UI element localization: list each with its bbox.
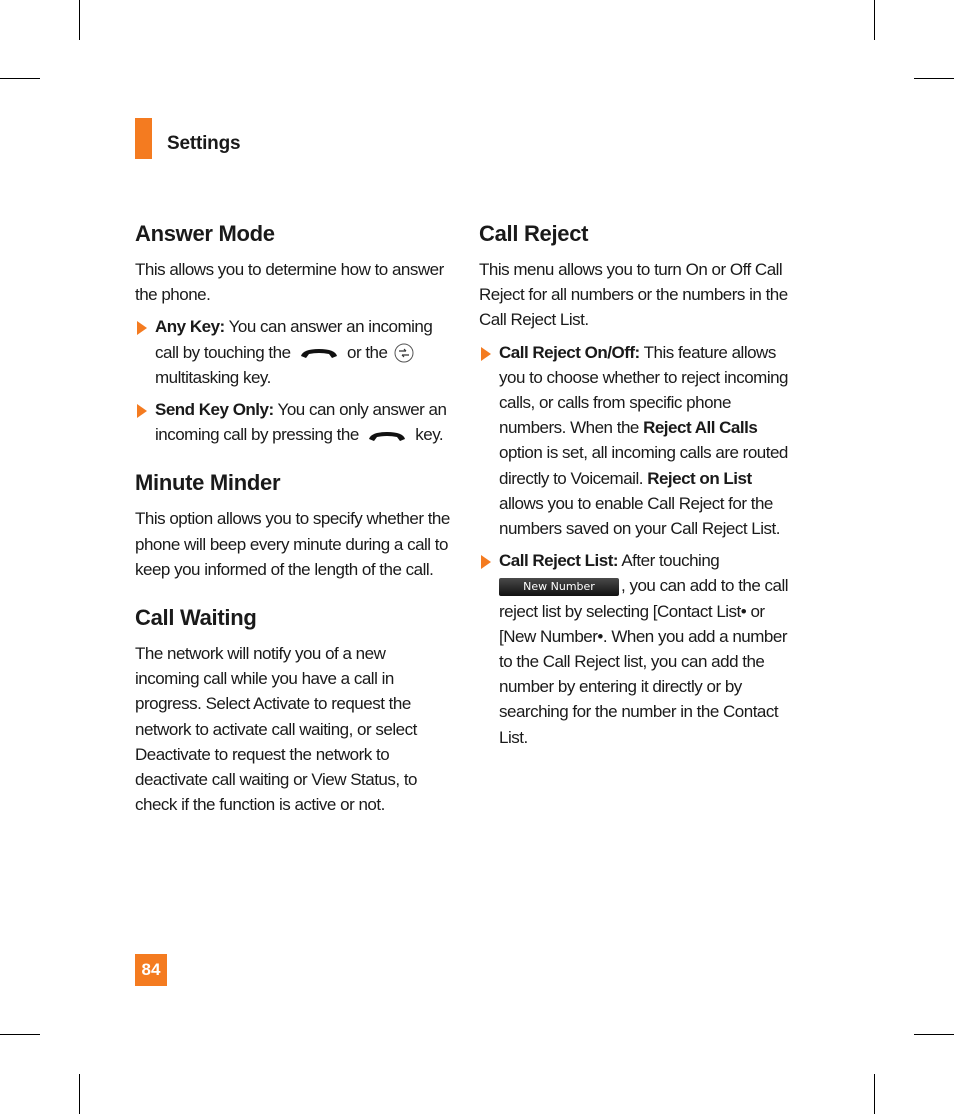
send-key-only-item xyxy=(135,397,453,447)
send-key-only-label: Send Key Only: xyxy=(155,400,274,420)
minute-minder-heading: Minute Minder xyxy=(135,470,281,496)
new-number-button: New Number xyxy=(499,578,619,596)
answer-mode-heading: Answer Mode xyxy=(135,221,275,246)
bullet-arrow-icon xyxy=(481,555,491,569)
call-reject-heading: Call Reject xyxy=(479,221,589,246)
call-waiting-heading: Call Waiting xyxy=(135,605,257,631)
bullet-arrow-icon xyxy=(481,347,491,361)
bullet-arrow-icon xyxy=(137,321,147,335)
call-reject-list-label: Call Reject List: xyxy=(499,551,619,571)
crop-mark xyxy=(0,78,40,79)
minute-minder-body: This option allows you to specify whether the phone will beep every minute during a call to keep you informed of the length of the call. xyxy=(135,509,450,579)
call-reject-list-item xyxy=(479,548,797,750)
multitasking-key-icon xyxy=(394,343,414,363)
call-reject-on-off-text-c: allows you to enable Call Reject for the numbers saved on your Call Reject List. xyxy=(499,493,780,539)
left-column xyxy=(135,220,453,824)
call-reject-on-off-text-b: option is set, all incoming calls are routed directly to Voicemail. xyxy=(499,443,788,488)
section-title: Settings xyxy=(167,133,241,154)
page-number: 84 xyxy=(135,954,167,986)
answer-mode-intro: This allows you to determine how to answer the phone. xyxy=(135,260,444,305)
reject-all-calls-term: Reject All Calls xyxy=(643,418,758,438)
any-key-label: Any Key: xyxy=(155,317,225,337)
bullet-arrow-icon xyxy=(137,404,147,418)
any-key-text-a: You can answer an incoming call by touching the xyxy=(155,317,433,362)
send-key-only-text-b: key. xyxy=(411,425,444,445)
crop-mark xyxy=(79,0,80,40)
call-reject-list-text-b: , you can add to the call reject list by selecting [Contact List• or [New Number•. When you add a number to the Call Reject list, you can add the number by entering it directly or by searching for the number in the Contact List. xyxy=(499,576,789,747)
send-key-icon xyxy=(367,430,407,442)
crop-mark xyxy=(874,0,875,40)
call-reject-on-off-item xyxy=(479,340,797,542)
crop-mark xyxy=(914,1034,954,1035)
any-key-text-b: or the xyxy=(342,342,392,362)
call-reject-on-off-text-a: This feature allows you to choose whether to reject incoming calls, or calls from specific phone numbers. When the xyxy=(499,342,789,438)
crop-mark xyxy=(874,1074,875,1114)
call-reject-list-text-a: After touching xyxy=(618,551,720,571)
crop-mark xyxy=(914,78,954,79)
call-reject-on-off-label: Call Reject On/Off: xyxy=(499,342,640,362)
send-key-icon xyxy=(299,347,339,359)
any-key-item xyxy=(135,314,453,390)
right-column xyxy=(479,220,797,757)
reject-on-list-term: Reject on List xyxy=(647,468,752,488)
any-key-text-c: multitasking key. xyxy=(155,367,271,387)
section-accent-bar xyxy=(135,118,152,159)
crop-mark xyxy=(0,1034,40,1035)
crop-mark xyxy=(79,1074,80,1114)
send-key-only-text-a: You can only answer an incoming call by pressing the xyxy=(155,400,447,445)
call-waiting-body: The network will notify you of a new incoming call while you have a call in progress. Select Activate to request the network to activate call waiting, or select Deactivate to request the network to deactivate call waiting or View Status, to check if the function is active or not. xyxy=(135,644,418,815)
call-reject-intro: This menu allows you to turn On or Off Call Reject for all numbers or the numbers in the Call Reject List. xyxy=(479,260,788,330)
